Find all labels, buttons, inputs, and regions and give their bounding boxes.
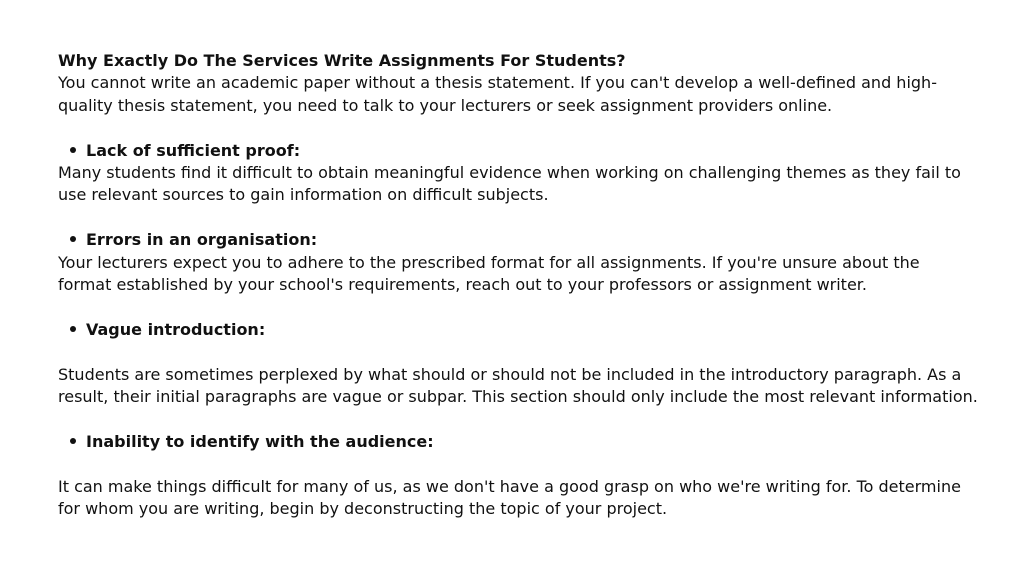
document-body — [58, 50, 978, 520]
bullet-vague-introduction — [58, 319, 978, 341]
section-paragraph: Many students find it difficult to obtain meaningful evidence when working on challenging themes as they fail to use relevant sources to gain information on difficult subjects. — [58, 163, 961, 205]
document-heading: Why Exactly Do The Services Write Assignments For Students? — [58, 51, 626, 70]
bullet-audience — [58, 431, 978, 453]
section-paragraph: Students are sometimes perplexed by what should or should not be included in the introductory paragraph. As a result, their initial paragraphs are vague or subpar. This section should only include the most relevant information. — [58, 364, 978, 407]
spacer — [58, 207, 978, 229]
section-paragraph: It can make things difficult for many of us, as we don't have a good grasp on who we're writing for. To determine for whom you are writing, begin by deconstructing the topic of your project. — [58, 476, 961, 519]
spacer — [58, 341, 978, 363]
spacer — [58, 408, 978, 430]
bullet-dot-icon — [70, 326, 76, 332]
spacer — [58, 296, 978, 318]
bullet-errors-organisation — [58, 229, 978, 251]
bullet-title: Inability to identify with the audience: — [86, 431, 434, 451]
bullet-title: Lack of sufficient proof: — [86, 140, 301, 160]
bullet-lack-of-proof — [58, 140, 978, 162]
bullet-dot-icon — [70, 236, 76, 242]
intro-paragraph: You cannot write an academic paper without a thesis statement. If you can't develop a well-defined and high-quality thesis statement, you need to talk to your lecturers or seek assignment providers online. — [58, 73, 937, 115]
bullet-dot-icon — [70, 438, 76, 444]
section-paragraph: Your lecturers expect you to adhere to the prescribed format for all assignments. If you're unsure about the format established by your school's requirements, reach out to your professors or assignment writer. — [58, 252, 920, 295]
bullet-title: Errors in an organisation: — [86, 230, 318, 250]
spacer — [58, 117, 978, 139]
bullet-dot-icon — [70, 147, 76, 153]
bullet-title: Vague introduction: — [86, 319, 266, 339]
spacer — [58, 453, 978, 475]
